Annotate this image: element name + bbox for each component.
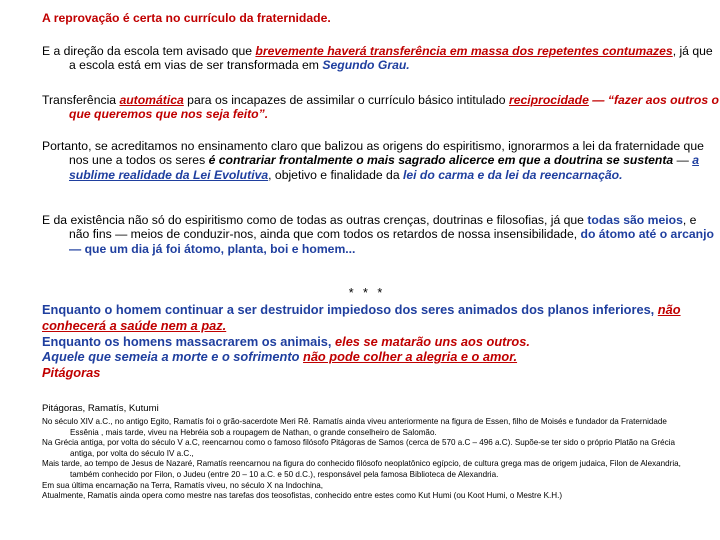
p2-reciprocidade: reciprocidade — [508, 93, 589, 107]
p1-emphasis: brevemente haverá transferência em massa dos repetentes contumazes — [255, 44, 673, 58]
p2-text: Transferência — [42, 93, 120, 107]
p4-atomo: do átomo até o arcanjo — que um dia já foi átomo, planta, boi e homem... — [69, 227, 714, 256]
pitagoras-quote — [42, 302, 692, 381]
p1-segundo-grau: Segundo Grau. — [322, 58, 410, 73]
footnotes-heading: Pitágoras, Ramatís, Kutumi — [42, 403, 159, 414]
footnote-1: No século XIV a.C., no antigo Egito, Ramatís foi o grão-sacerdote Meri Rê. Ramatís ainda viveu anteriormente na figura de Essen, filho de Moisés e fundador da Fraternidade Essênia , mais tarde, viveu na Hebréia sob a roupagem de Nathan, o grande conselheiro de Salomão. — [42, 417, 667, 437]
p4-meios: todas são meios — [587, 213, 683, 227]
section-separator: * * * — [348, 286, 386, 300]
footnote-5: Atualmente, Ramatís ainda opera como mestre nas tarefas dos teosofistas, conhecido entre estes como Kut Humi (ou Koot Humi, o Mestre K.H.) — [42, 491, 563, 501]
document-title: A reprovação é certa no currículo da fraternidade. — [42, 11, 331, 25]
quote-line-2-emphasis: eles se matarão uns aos outros. — [335, 333, 530, 349]
quote-line-2 — [42, 334, 692, 350]
quote-author: Pitágoras — [42, 365, 101, 381]
quote-line-3 — [42, 349, 692, 365]
paragraph-1 — [42, 44, 719, 73]
p3-text-2: , objetivo e finalidade da — [268, 167, 403, 182]
p2-quote: — “fazer aos outros o que queremos que nos seja feito”. — [69, 93, 719, 122]
quote-line-1-emphasis: não conhecerá a saúde nem a paz. — [42, 302, 681, 333]
p3-emphasis: é contrariar frontalmente o mais sagrado alicerce em que a doutrina se sustenta — [208, 153, 674, 168]
footnote-2: Na Grécia antiga, por volta do século V a.C, reencarnou como o famoso filósofo Pitágoras de Samos (cerca de 570 a.C – 496 a.C). Supõe-se ter sido o próprio Platão na Grécia antiga, por volta do século IV a.C., — [42, 438, 676, 458]
p4-text-2: , e não fins — meios de conduzir-nos, ainda que com todos os retardos de nossa insensibilidade, — [69, 213, 697, 242]
footnote-3: Mais tarde, ao tempo de Jesus de Nazaré, Ramatís reencarnou na figura do conhecido filósofo neoplatônico egípcio, de cultura grega mas de origem judaica, Filon de Alexandria, também conhecido por Filon, o Judeu (entre 20 – 10 a.C. e 50 d.C.), responsável pela famosa Biblioteca de Alexandria. — [42, 459, 681, 479]
footnote-4: Em sua última encarnação na Terra, Ramatís viveu, no século X na Indochina, — [42, 480, 324, 490]
quote-line-1-text: Enquanto o homem continuar a ser destruidor impiedoso dos seres animados dos planos inferiores, — [42, 302, 658, 317]
quote-line-3-text: Aquele que semeia a morte e o sofrimento — [42, 349, 303, 365]
paragraph-3 — [42, 139, 719, 182]
quote-line-2-text: Enquanto os homens massacrarem os animais, — [42, 333, 336, 349]
p3-dash: — — [673, 153, 693, 168]
p2-text-2: para os incapazes de assimilar o currículo básico intitulado — [183, 93, 509, 107]
p4-text: E da existência não só do espiritismo como de todas as outras crenças, doutrinas e filosofias, já que — [42, 213, 588, 227]
p3-text: Portanto, se acreditamos no ensinamento claro que balizou as origens do espiritismo, ignorarmos a lei da fraternidade que nos une a todos os seres — [42, 139, 704, 168]
paragraph-2 — [42, 93, 719, 122]
quote-line-3-emphasis: não pode colher a alegria e o amor. — [303, 349, 518, 365]
p1-text: E a direção da escola tem avisado que — [42, 44, 256, 58]
footnotes — [42, 403, 692, 502]
quote-line-1 — [42, 302, 692, 334]
p3-lei-evolutiva: a sublime realidade da Lei Evolutiva — [69, 153, 699, 182]
p1-text-2: , já que a escola está em vias de ser transformada em — [69, 44, 713, 73]
p3-carma: lei do carma e da lei da reencarnação. — [402, 167, 623, 182]
paragraph-4 — [42, 213, 719, 256]
p2-automatica: automática — [119, 93, 184, 107]
